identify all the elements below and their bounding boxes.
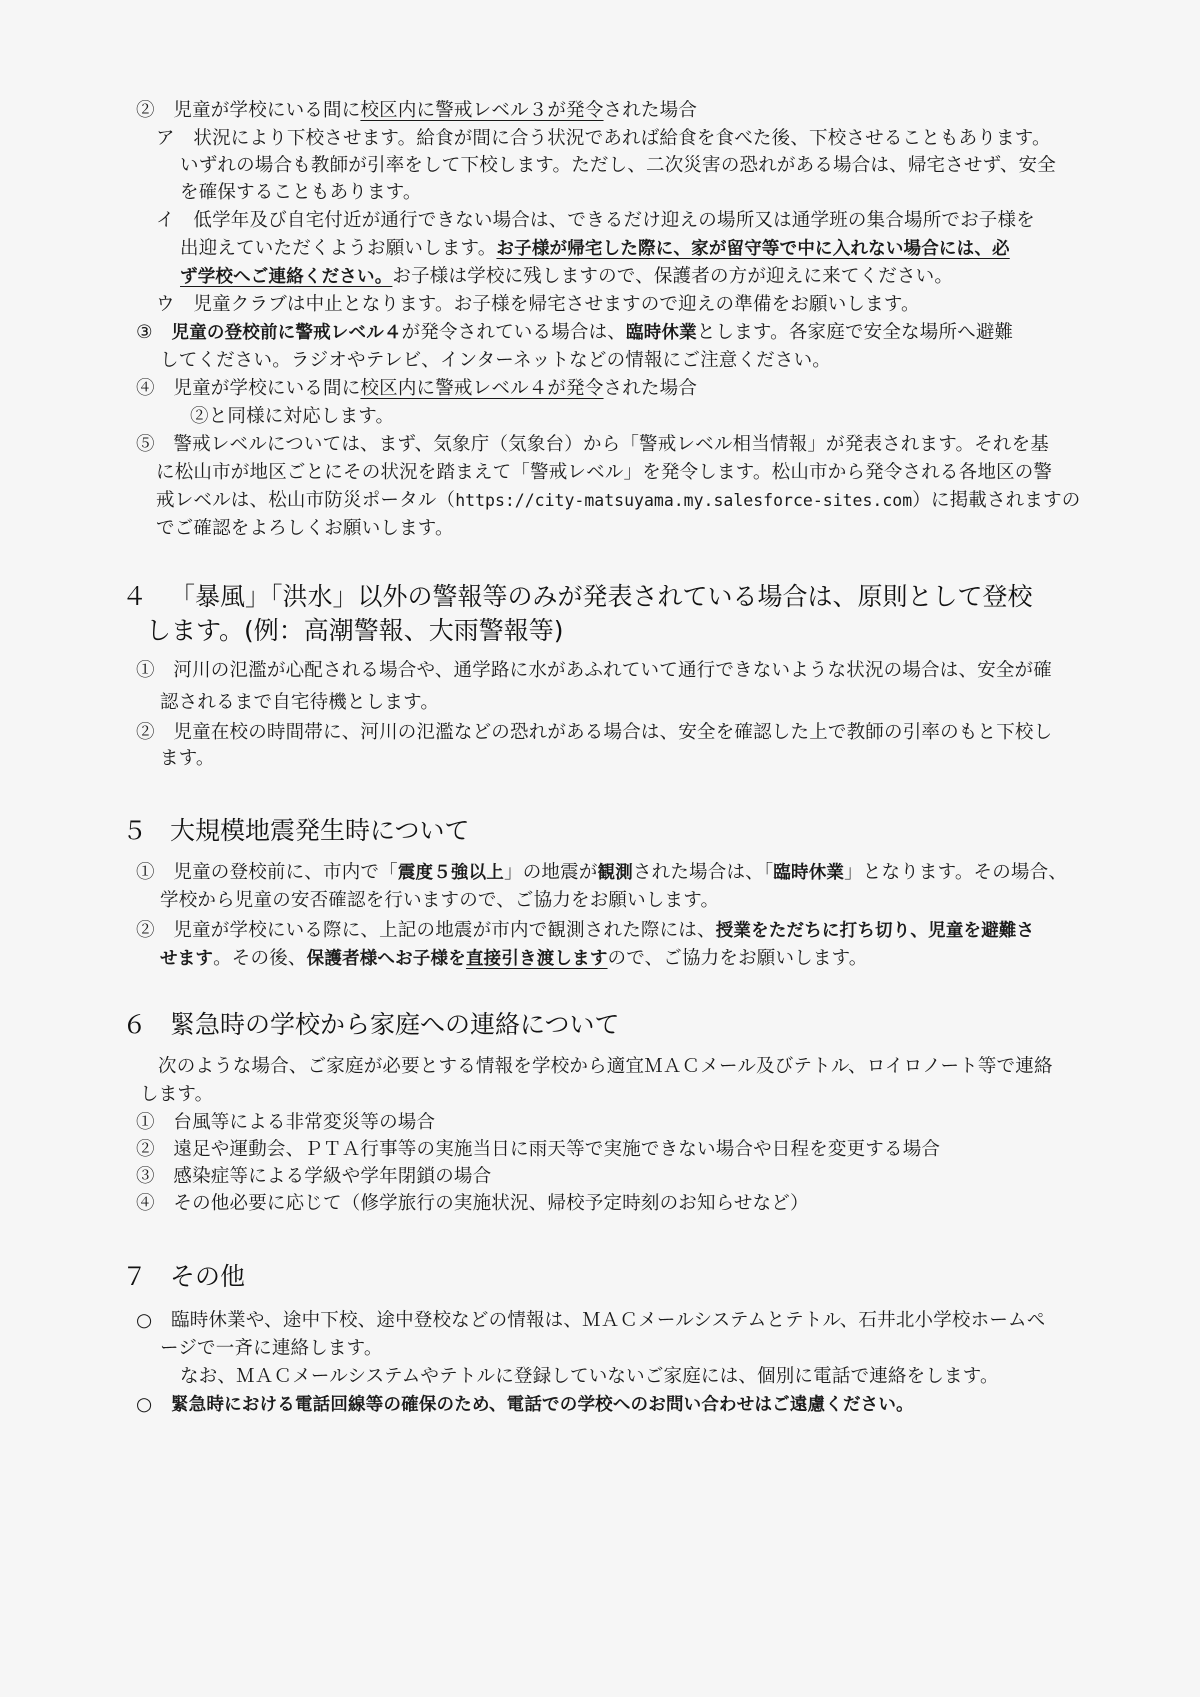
item-text: された場合は、「 [632,862,774,883]
item-text: お子様は学校に残しますので、保護者の方が迎えに来てください。 [392,266,954,287]
sub-item-i-line-2 [180,236,1010,262]
underlined-bold-text: お子様が帰宅した際に、家が留守等で中に入れない場合には、必 [496,239,1010,259]
item-text: 感染症等による学級や学年閉鎖の場合 [173,1166,492,1187]
bold-text: せます [160,949,214,969]
bold-text: 臨時休業 [773,863,845,883]
section-5-item-1-line-2: 学校から児童の安否確認を行いますので、ご協力をお願いします。 [160,890,720,911]
item-text: 遠足や運動会、ＰＴＡ行事等の実施当日に雨天等で実施できない場合や日程を変更する場合 [173,1139,941,1160]
underlined-text: 校区内に警戒レベル３が発令 [360,100,604,121]
circle-bullet: ○ [136,1310,153,1331]
section-7-item-1-line-1 [136,1308,1045,1334]
underlined-bold-text: ず学校へご連絡ください。 [180,267,393,287]
section-number: ５ [122,816,148,845]
section-5-item-2-line-1 [136,918,1034,944]
item-4-line-1 [136,376,697,402]
section-5-item-1-line-1 [136,860,1067,886]
section-title: 緊急時の学校から家庭への連絡について [170,1010,620,1039]
section-6-item-3 [136,1164,491,1190]
item-text: 児童が学校にいる間に [173,378,361,399]
item-5-line-1 [136,432,1049,458]
portal-url: https://city-matsuyama.my.salesforce-sites.com [455,491,913,510]
item-number: ⑤ [136,434,155,455]
item-5-line-2: に松山市が地区ごとにその状況を踏まえて「警戒レベル」を発令します。松山市から発令される各地区の警 [156,462,1053,483]
section-6-heading [122,1008,620,1042]
item-text: 」の地震が [504,862,598,883]
item-text: とします。各家庭で安全な場所へ避難 [696,322,1014,343]
section-title: 「暴風」「洪水」以外の警報等のみが発表されている場合は、原則として登校 [170,582,1033,611]
item-2-heading [136,98,697,124]
section-6-item-1 [136,1110,435,1136]
sub-item-i-line-1: イ 低学年及び自宅付近が通行できない場合は、できるだけ迎えの場所又は通学班の集合場所でお子様を [156,210,1035,231]
item-number: ① [136,862,155,883]
item-text: 臨時休業や、途中下校、途中登校などの情報は、ＭＡＣメールシステムとテトル、石井北小学校ホームペ [171,1310,1046,1331]
item-text: ので、ご協力をお願いします。 [607,948,868,969]
section-7-item-1-line-2: ージで一斉に連絡します。 [160,1338,383,1359]
section-7-item-1-line-3: なお、ＭＡＣメールシステムやテトルに登録していないご家庭には、個別に電話で連絡をします。 [180,1366,999,1387]
item-text: 児童が学校にいる間に [173,100,361,121]
section-7-item-2 [136,1392,914,1418]
item-number: ① [136,1112,155,1133]
section-4-item-1-line-2: 認されるまで自宅待機とします。 [160,692,440,713]
item-number: ① [136,660,155,681]
section-7-heading [122,1260,245,1294]
item-number: ② [136,722,155,743]
item-4-line-2: ②と同様に対応します。 [190,406,395,427]
item-text: ）に掲載されますの [912,490,1081,511]
sub-item-a-line-1: ア 状況により下校させます。給食が間に合う状況であれば給食を食べた後、下校させることもあります。 [156,128,1051,149]
section-5-heading [122,814,470,848]
section-4-heading-line-2: します。(例：高潮警報、大雨警報等) [146,616,564,645]
section-number: ６ [122,1010,148,1039]
sub-item-i-line-3 [180,264,953,290]
section-6-intro-line-2: します。 [140,1084,214,1105]
section-number: ７ [122,1262,148,1291]
section-5-item-2-line-2 [160,946,868,972]
bold-text: 児童の登校前に [171,323,296,343]
underlined-bold-text: 直接引き渡します [465,949,608,969]
sub-item-u: ウ 児童クラブは中止となります。お子様を帰宅させますので迎えの準備をお願いします。 [156,294,920,315]
item-text: 出迎えていただくようお願いします。 [180,238,497,259]
sub-item-a-line-2: いずれの場合も教師が引率をして下校します。ただし、二次災害の恐れがある場合は、帰宅させず、安全 [180,155,1056,176]
item-text: その他必要に応じて（修学旅行の実施状況、帰校予定時刻のお知らせなど） [173,1193,809,1214]
item-number: ④ [136,1193,155,1214]
bold-text: 観測 [597,863,633,883]
item-text: 児童の登校前に、市内で「 [173,862,398,883]
section-6-intro-line-1: 次のような場合、ご家庭が必要とする情報を学校から適宜ＭＡＣメール及びテトル、ロイロノート等で連絡 [158,1056,1053,1077]
circle-bullet: ○ [136,1394,153,1415]
bold-text: 緊急時における電話回線等の確保のため、電話での学校へのお問い合わせはご遠慮ください。 [171,1395,914,1415]
section-number: ４ [122,582,148,611]
item-number: ③ [136,322,153,343]
item-text: 警戒レベルについては、まず、気象庁（気象台）から「警戒レベル相当情報」が発表されます。それを基 [173,434,1049,455]
item-text: 児童在校の時間帯に、河川の氾濫などの恐れがある場合は、安全を確認した上で教師の引率のもと下校し [173,722,1053,743]
item-number: ③ [136,1166,155,1187]
item-text: 児童が学校にいる際に、上記の地震が市内で観測された際には、 [173,920,716,941]
section-4-item-2-line-1 [136,720,1052,746]
bold-text: 授業をただちに打ち切り、児童を避難さ [715,921,1035,941]
bold-text: 臨時休業 [626,323,697,343]
section-4-item-2-line-2: ます。 [160,748,215,769]
section-4-item-1-line-1 [136,658,1052,684]
item-text: された場合 [603,100,698,121]
item-number: ② [136,920,155,941]
item-text: 戒レベルは、松山市防災ポータル（ [156,490,456,511]
bold-text: 保護者様へお子様を [306,949,466,969]
item-number: ② [136,100,155,121]
item-text: 台風等による非常変災等の場合 [173,1112,436,1133]
section-title: 大規模地震発生時について [170,816,470,845]
bold-text: 震度５強以上 [397,863,505,883]
item-5-line-3 [156,488,1080,514]
underlined-text: 校区内に警戒レベル４が発令 [360,378,604,399]
section-6-item-2 [136,1137,940,1163]
item-number: ② [136,1139,155,1160]
item-3-line-1 [136,320,1013,346]
item-5-line-4: でご確認をよろしくお願いします。 [156,518,454,539]
bold-text: 警戒レベル４ [295,323,402,343]
section-6-item-4 [136,1191,809,1217]
item-text: 河川の氾濫が心配される場合や、通学路に水があふれていて通行できないような状況の場合は、安全が確 [173,660,1052,681]
item-text: された場合 [603,378,698,399]
sub-item-a-line-3: を確保することもあります。 [180,182,422,203]
section-title: その他 [170,1262,246,1291]
item-text: 」となります。その場合、 [844,862,1068,883]
item-text: 。その後、 [213,948,307,969]
item-3-line-2: してください。ラジオやテレビ、インターネットなどの情報にご注意ください。 [160,350,831,371]
item-text: が発令されている場合は、 [401,322,627,343]
item-number: ④ [136,378,155,399]
section-4-heading-line-1 [122,580,1033,614]
